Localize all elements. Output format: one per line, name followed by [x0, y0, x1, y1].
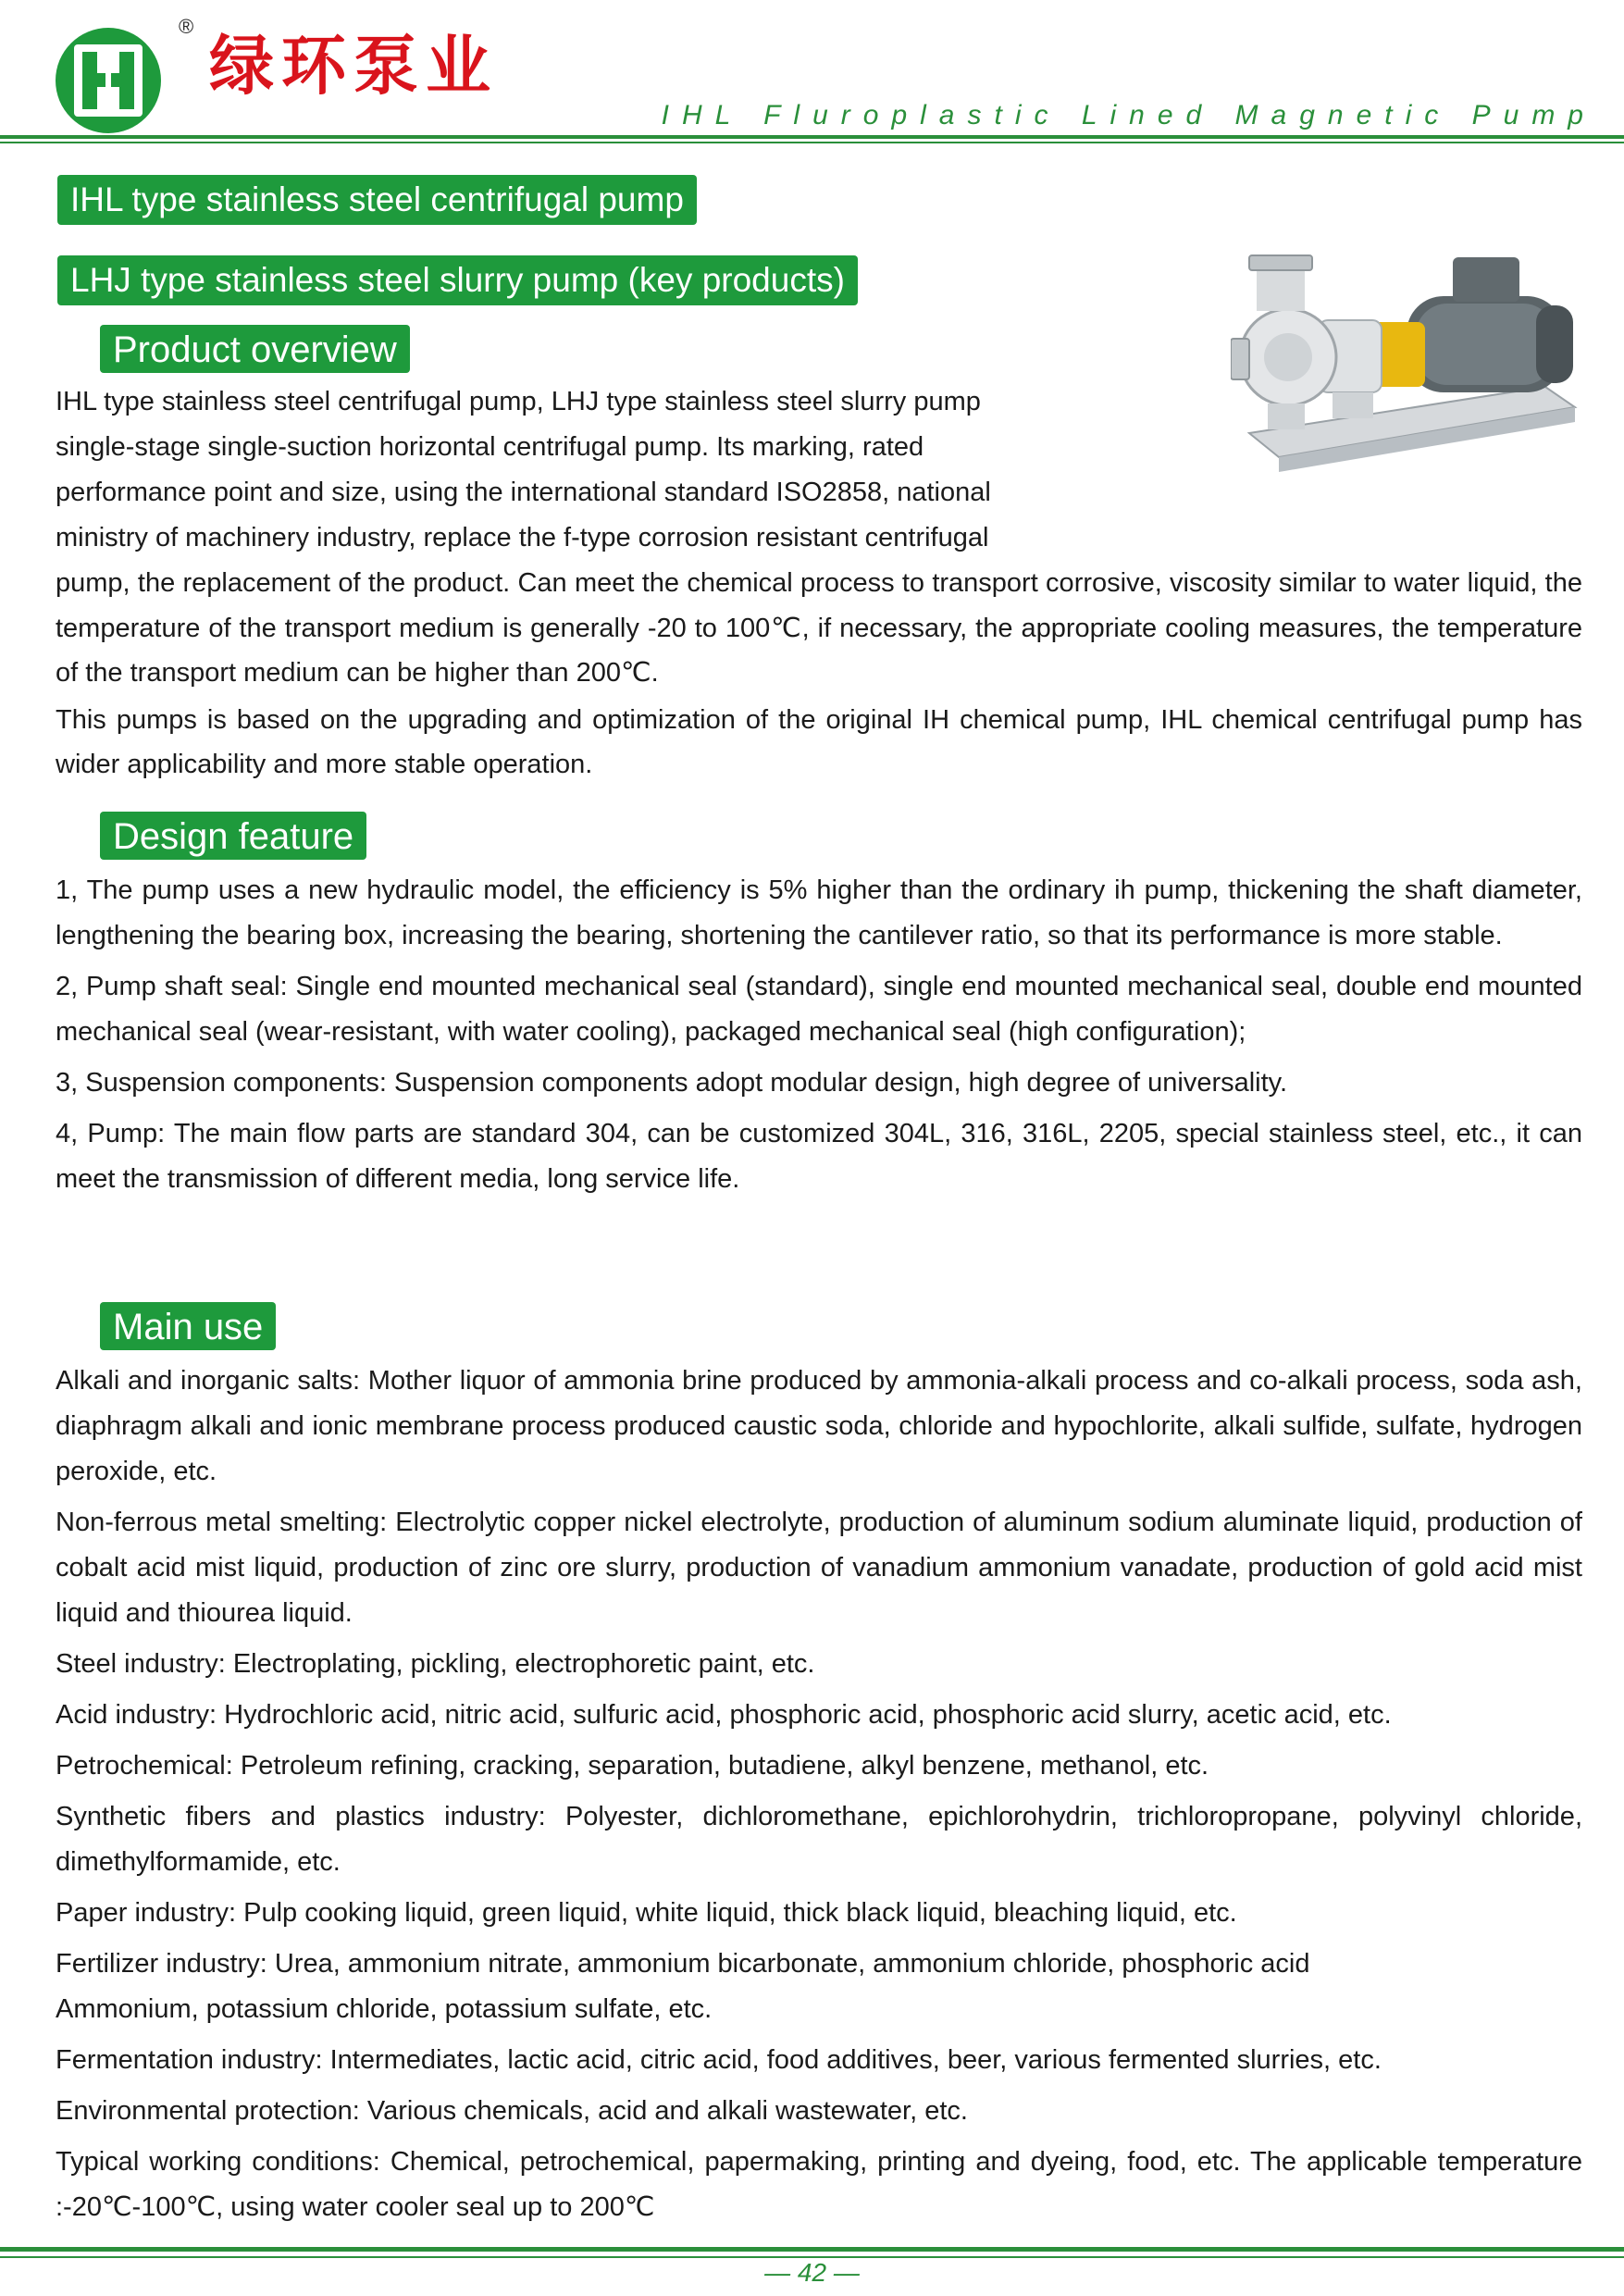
overview-line: IHL type stainless steel centrifugal pump, LHJ type stainless steel slurry pump	[56, 387, 981, 416]
main-use-item: Ammonium, potassium chloride, potassium sulfate, etc.	[56, 1994, 713, 2024]
registered-mark: ®	[179, 15, 194, 38]
main-use-item: Fermentation industry: Intermediates, lactic acid, citric acid, food additives, beer, various fermented slurries, etc.	[56, 2045, 1382, 2075]
main-use-item: Synthetic fibers and plastics industry: Polyester, dichloromethane, epichlorohydrin, trichloropropane, polyvinyl chloride, dimethylformamide, etc.	[56, 1802, 1582, 1877]
main-use-item: Paper industry: Pulp cooking liquid, green liquid, white liquid, thick black liquid, bleaching liquid, etc.	[56, 1898, 1237, 1928]
overview-line: single-stage single-suction horizontal centrifugal pump. Its marking, rated	[56, 432, 924, 462]
overview-intro	[56, 379, 1180, 561]
design-item: 2, Pump shaft seal: Single end mounted mechanical seal (standard), single end mounted mechanical seal, double end mounted mechanical seal (wear-resistant, with water cooling), packaged mechanical seal (high configuration);	[56, 972, 1582, 1047]
overview-paragraph: pump, the replacement of the product. Can meet the chemical process to transport corrosive, viscosity similar to water liquid, the temperature of the transport medium is generally -20 to 100℃, if necessary, the appropriate cooling measures, the temperature of the transport medium can be higher than 200℃.	[56, 568, 1582, 688]
overview-body	[56, 561, 1582, 793]
main-use-item: Petrochemical: Petroleum refining, cracking, separation, butadiene, alkyl benzene, methanol, etc.	[56, 1751, 1209, 1781]
overview-line: ministry of machinery industry, replace the f-type corrosion resistant centrifugal	[56, 523, 989, 552]
design-item: 4, Pump: The main flow parts are standard 304, can be customized 304L, 316, 316L, 2205, special stainless steel, etc., it can meet the transmission of different media, long service life.	[56, 1119, 1582, 1194]
main-use-list	[56, 1359, 1582, 2236]
design-item: 3, Suspension components: Suspension components adopt modular design, high degree of universality.	[56, 1068, 1288, 1098]
pump-illustration	[1231, 239, 1582, 516]
brand-logo	[54, 26, 163, 135]
main-use-item: Fertilizer industry: Urea, ammonium nitrate, ammonium bicarbonate, ammonium chloride, phosphoric acid	[56, 1949, 1310, 1979]
design-list	[56, 868, 1582, 1208]
main-use-item: Acid industry: Hydrochloric acid, nitric acid, sulfuric acid, phosphoric acid, phosphoric acid slurry, acetic acid, etc.	[56, 1700, 1392, 1730]
design-item: 1, The pump uses a new hydraulic model, the efficiency is 5% higher than the ordinary ih pump, thickening the shaft diameter, lengthening the bearing box, increasing the bearing, shortening the cantilever ratio, so that its performance is more stable.	[56, 875, 1582, 950]
overview-line: performance point and size, using the international standard ISO2858, national	[56, 478, 991, 507]
title-lhj: LHJ type stainless steel slurry pump (key products)	[57, 255, 858, 305]
main-use-item: Steel industry: Electroplating, pickling, electrophoretic paint, etc.	[56, 1649, 815, 1679]
heading-product-overview: Product overview	[100, 325, 410, 373]
main-use-item: Environmental protection: Various chemicals, acid and alkali wastewater, etc.	[56, 2096, 968, 2126]
heading-main-use: Main use	[100, 1302, 276, 1350]
header-rule	[0, 135, 1624, 139]
main-use-item: Non-ferrous metal smelting: Electrolytic copper nickel electrolyte, production of aluminum sodium aluminate liquid, production of cobalt acid mist liquid, production of zinc ore slurry, production of vanadium ammonium vanadate, production of gold acid mist liquid and thiourea liquid.	[56, 1508, 1582, 1628]
page-number: — 42 —	[764, 2258, 860, 2287]
overview-paragraph: This pumps is based on the upgrading and optimization of the original IH chemical pump, IHL chemical centrifugal pump has wider applicability and more stable operation.	[56, 704, 1582, 779]
brand-name: 绿环泵业	[209, 27, 498, 104]
heading-design-feature: Design feature	[100, 812, 366, 860]
main-use-item: Alkali and inorganic salts: Mother liquor of ammonia brine produced by ammonia-alkali process and co-alkali process, soda ash, diaphragm alkali and ionic membrane process produced caustic soda, chloride and hypochlorite, alkali sulfide, sulfate, hydrogen peroxide, etc.	[56, 1366, 1582, 1486]
main-use-item: Typical working conditions: Chemical, petrochemical, papermaking, printing and dyeing, food, etc. The applicable temperature :-20℃-100℃, using water cooler seal up to 200℃	[56, 2147, 1582, 2222]
title-ihl: IHL type stainless steel centrifugal pump	[57, 175, 697, 225]
header-rule-thin	[0, 142, 1624, 143]
header-subtitle: IHL Fluroplastic Lined Magnetic Pump	[661, 100, 1596, 130]
footer-rule	[0, 2247, 1624, 2252]
